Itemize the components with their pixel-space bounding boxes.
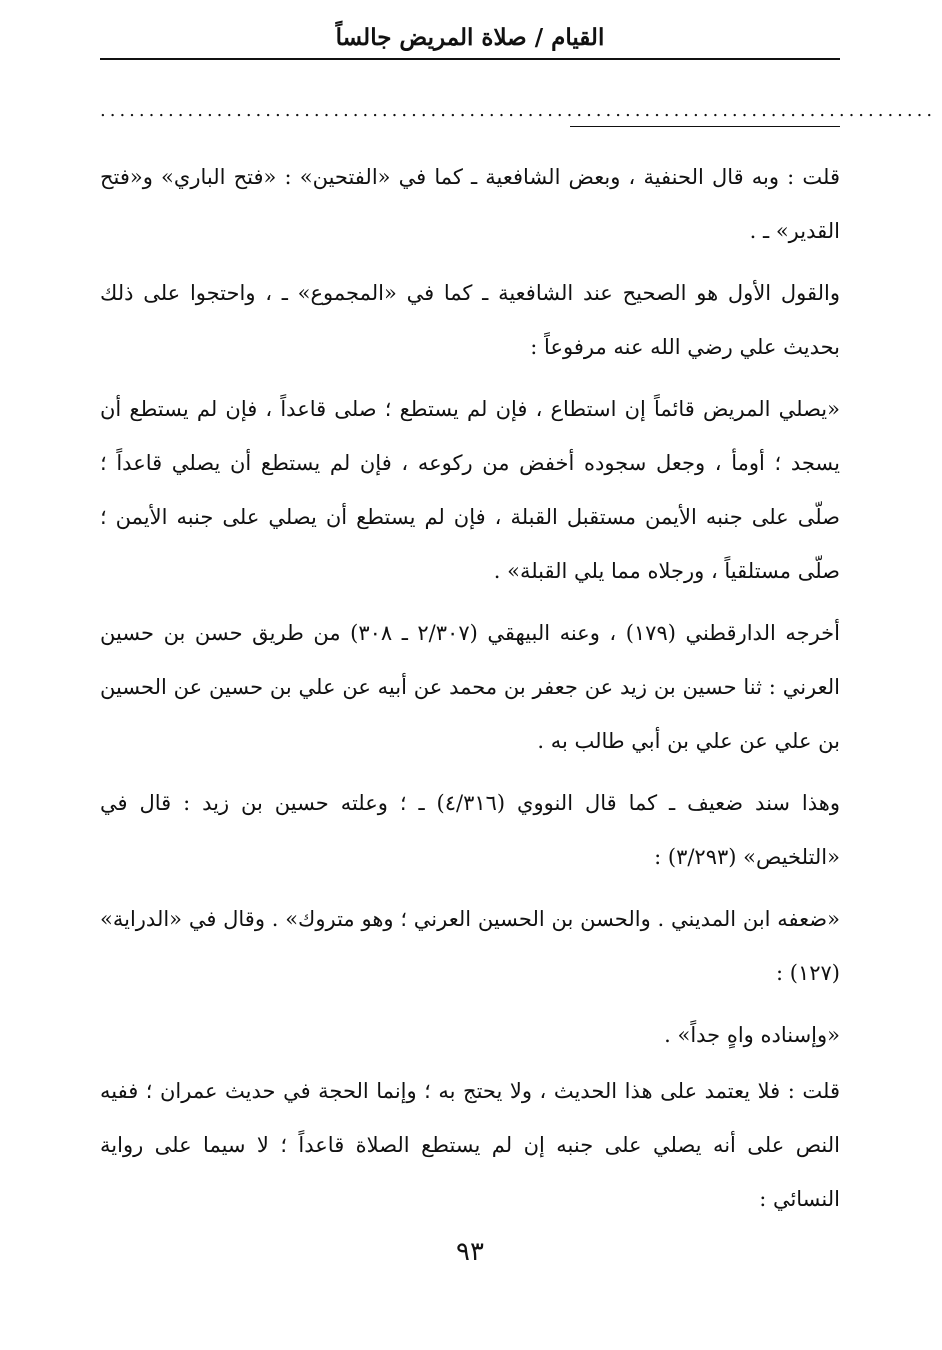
header-rule [100, 58, 840, 60]
quote: «وإسناده واهٍ جداً» . [664, 1023, 840, 1047]
paragraph: وهذا سند ضعيف ـ كما قال النووي (٤/٣١٦) ـ ؛ وعلته حسين بن زيد : قال في «التلخيص» (٣/٢٩٣) : [100, 791, 840, 869]
separator-underline [570, 126, 840, 127]
paragraph: قلت : فلا يعتمد على هذا الحديث ، ولا يحتج به ؛ وإنما الحجة في حديث عمران ؛ ففيه النص على أنه يصلي على جنبه إن لم يستطع الصلاة قاعداً ؛ لا سيما على رواية النسائي : [100, 1079, 840, 1211]
hadith-quote: «يصلي المريض قائماً إن استطاع ، فإن لم يستطع ؛ صلى قاعداً ، فإن لم يستطع أن يسجد ؛ أومأ ، وجعل سجوده أخفض من ركوعه ، فإن لم يستطع أن يصلي قاعداً ؛ صلّى على جنبه الأيمن مستقبل القبلة ، فإن لم يستطع أن يصلي على جنبه الأيمن ؛ صلّى مستلقياً ، ورجلاه مما يلي القبلة» . [100, 397, 841, 583]
paragraph: قلت : وبه قال الحنفية ، وبعض الشافعية ـ كما في «الفتحين» : «فتح الباري» و«فتح القدير» ـ . [100, 165, 840, 243]
paragraph: والقول الأول هو الصحيح عند الشافعية ـ كما في «المجموع» ـ ، واحتجوا على ذلك بحديث علي رضي الله عنه مرفوعاً : [100, 281, 840, 359]
dotted-separator: ...................................................................................... [100, 100, 937, 121]
running-title: القيام / صلاة المريض جالساً [335, 24, 605, 51]
page-number: ٩٣ [456, 1237, 484, 1267]
paragraph: أخرجه الدارقطني (١٧٩) ، وعنه البيهقي (٢/٣٠٧ ـ ٣٠٨) من طريق حسن بن حسين العرني : ثنا حسين بن زيد عن جعفر بن محمد عن أبيه عن علي بن حسين عن الحسين بن علي عن علي بن أبي طالب به . [100, 621, 840, 753]
body-text [100, 150, 840, 1234]
quote: «ضعفه ابن المديني . والحسن بن الحسين العرني ؛ وهو متروك» . وقال في «الدراية» (١٢٧) : [100, 907, 840, 985]
